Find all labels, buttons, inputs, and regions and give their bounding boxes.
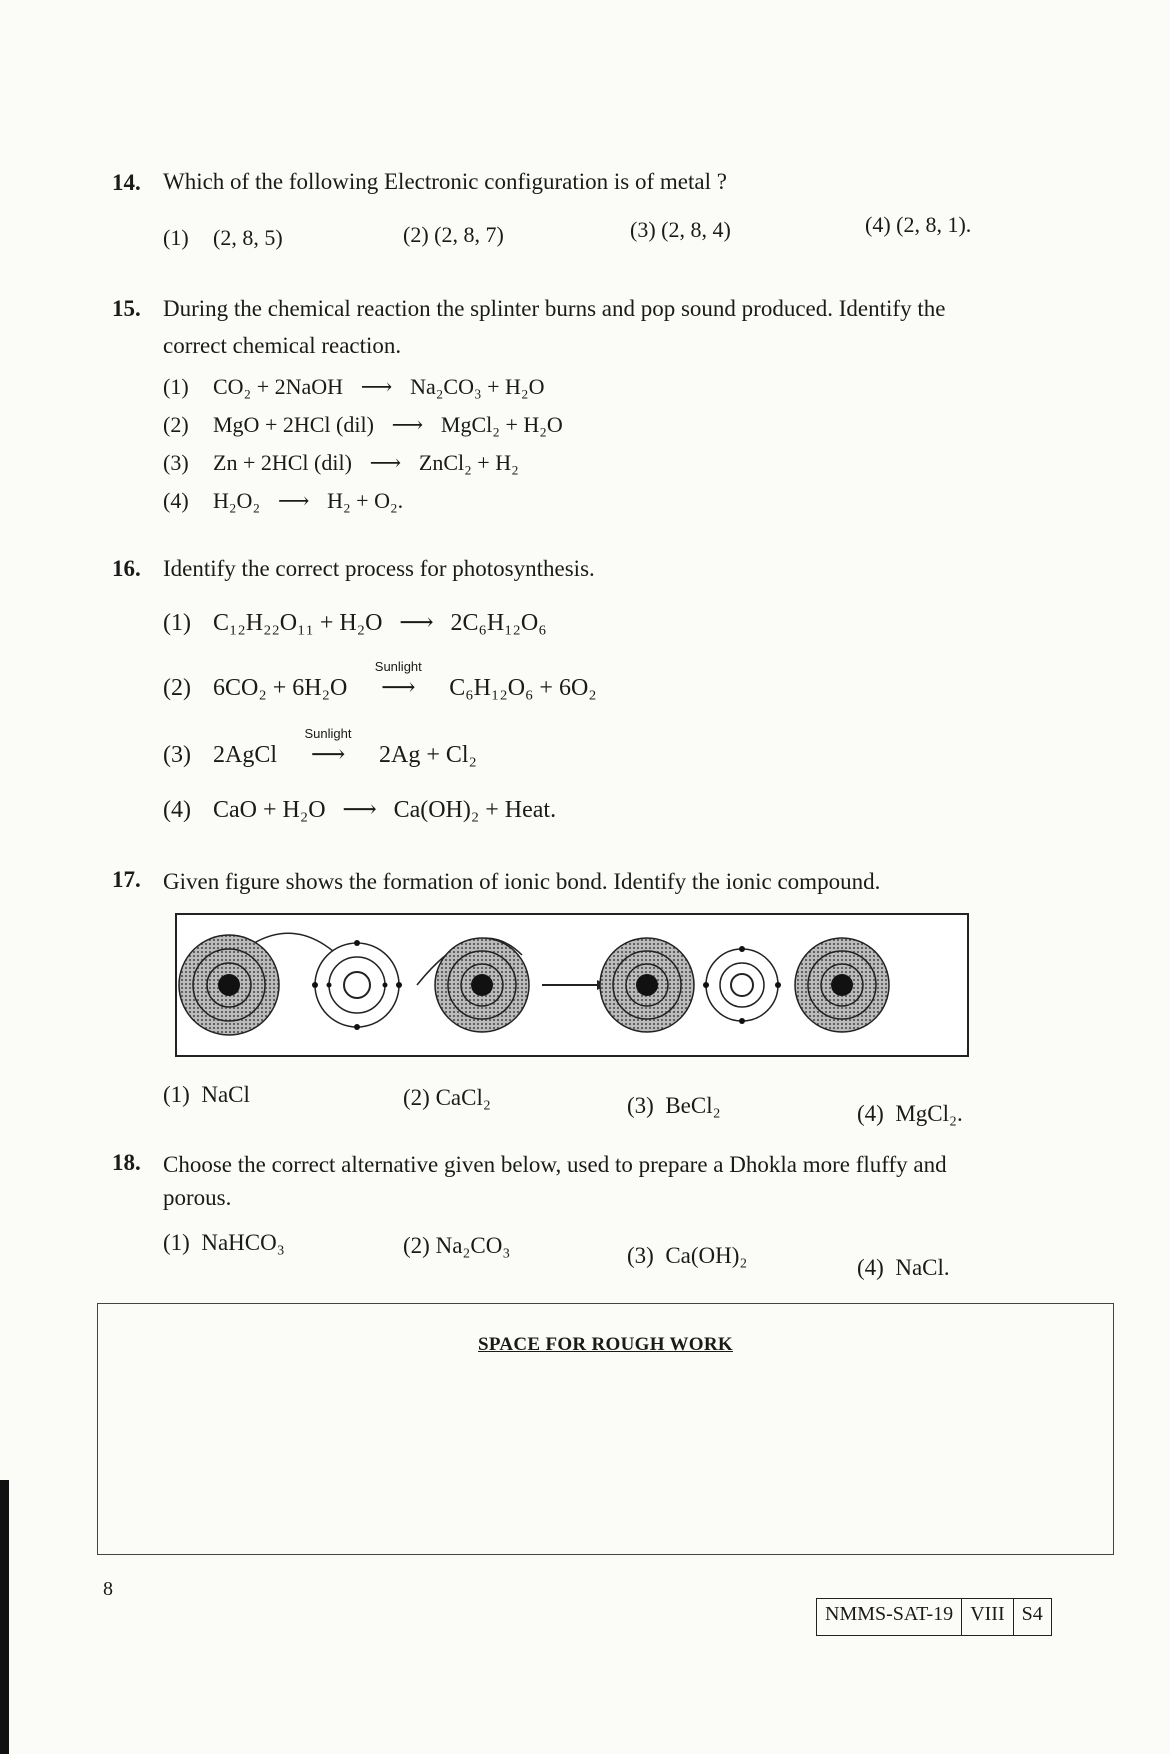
paper-code-exam: NMMS-SAT-19 <box>817 1599 962 1635</box>
option-text: NaHCO₃ <box>201 1230 285 1255</box>
question-14-number: 14. <box>112 170 141 195</box>
option-number: (4) <box>163 797 191 823</box>
question-18-text-line-2: porous. <box>163 1185 232 1210</box>
question-17-text: Given figure shows the formation of ionic bond. Identify the ionic compound. <box>163 869 881 894</box>
equation-lhs: CaO + H₂O <box>213 797 326 823</box>
metal-atom <box>312 940 402 1030</box>
option-number: (1) <box>163 225 189 250</box>
equation-rhs: 2C₆H₁₂O₆ <box>450 610 547 636</box>
q17-option-3[interactable] <box>627 1093 721 1119</box>
equation-lhs: 6CO₂ + 6H₂O <box>213 675 348 701</box>
equation-rhs: C₆H₁₂O₆ + 6O₂ <box>449 675 597 701</box>
page-number: 8 <box>103 1578 113 1600</box>
q14-option-2[interactable] <box>403 222 504 248</box>
q15-option-4[interactable] <box>163 488 403 514</box>
paper-code <box>816 1598 1052 1636</box>
equation-rhs: Na₂CO₃ + H₂O <box>410 374 545 399</box>
q15-option-1[interactable] <box>163 374 544 400</box>
option-number: (2) <box>403 1233 430 1258</box>
question-15-number: 15. <box>112 296 141 321</box>
reaction-arrow: ⟶ <box>360 374 393 399</box>
arrow-condition-label: Sunlight <box>304 726 352 741</box>
option-number: (1) <box>163 1082 190 1107</box>
reaction-arrow: ⟶ <box>277 488 310 513</box>
equation-lhs: CO₂ + 2NaOH <box>213 374 344 399</box>
option-number: (1) <box>163 610 191 636</box>
option-number: (3) <box>627 1243 654 1268</box>
paper-code-class: VIII <box>962 1599 1013 1635</box>
option-text: (2, 8, 7) <box>434 222 504 247</box>
q17-option-1[interactable] <box>163 1082 250 1108</box>
equation-rhs: 2Ag + Cl₂ <box>379 742 477 768</box>
question-14-text: Which of the following Electronic configuration is of metal ? <box>163 169 727 194</box>
reaction-arrow: ⟶ <box>342 797 377 823</box>
q18-option-3[interactable] <box>627 1243 747 1269</box>
rough-work-title: SPACE FOR ROUGH WORK <box>478 1334 733 1355</box>
question-18-number: 18. <box>112 1150 141 1175</box>
q15-option-3[interactable] <box>163 450 519 476</box>
rough-work-box <box>97 1303 1114 1555</box>
option-number: (3) <box>163 742 191 768</box>
option-number: (4) <box>857 1255 884 1280</box>
option-text: (2, 8, 1). <box>896 212 972 237</box>
option-number: (2) <box>403 1085 430 1110</box>
q16-option-2[interactable] <box>163 659 597 702</box>
q16-option-1[interactable] <box>163 608 547 637</box>
q16-option-4[interactable] <box>163 795 556 824</box>
question-16-text: Identify the correct process for photosynthesis. <box>163 556 595 581</box>
equation-lhs: H₂O₂ <box>213 488 261 513</box>
q17-option-4[interactable] <box>857 1101 963 1127</box>
option-text: (2, 8, 5) <box>213 225 283 250</box>
question-16-number: 16. <box>112 556 141 581</box>
reaction-arrow: Sunlight ⟶ <box>283 740 373 769</box>
q16-option-3[interactable] <box>163 726 477 769</box>
ionic-bond-figure <box>175 913 969 1057</box>
option-number: (3) <box>163 450 189 475</box>
q18-option-1[interactable] <box>163 1230 285 1256</box>
equation-lhs: Zn + 2HCl (dil) <box>213 450 352 475</box>
chloride-ion-right <box>795 938 889 1032</box>
option-number: (2) <box>163 412 189 437</box>
equation-rhs: H₂ + O₂. <box>327 488 404 513</box>
equation-rhs: MgCl₂ + H₂O <box>440 412 563 437</box>
q14-option-1[interactable] <box>163 225 283 251</box>
scan-edge-shadow <box>0 1480 9 1754</box>
reaction-arrow: Sunlight ⟶ <box>353 673 443 702</box>
option-text: MgCl₂. <box>895 1101 963 1126</box>
q18-option-4[interactable] <box>857 1255 950 1281</box>
chloride-ion-left <box>600 938 694 1032</box>
question-15-text-line-1: During the chemical reaction the splinter burns and pop sound produced. Identify the <box>163 296 946 321</box>
q17-option-2[interactable] <box>403 1085 491 1111</box>
arrow-condition-label: Sunlight <box>374 659 422 674</box>
option-text: NaCl <box>201 1082 250 1107</box>
option-text: (2, 8, 4) <box>661 217 731 242</box>
ionic-bond-diagram <box>177 915 967 1055</box>
option-number: (1) <box>163 374 189 399</box>
option-text: Na₂CO₃ <box>435 1233 511 1258</box>
option-text: BeCl₂ <box>665 1093 721 1118</box>
option-number: (3) <box>627 1093 654 1118</box>
equation-lhs: MgO + 2HCl (dil) <box>213 412 374 437</box>
question-15-text-line-2: correct chemical reaction. <box>163 333 402 358</box>
equation-lhs: 2AgCl <box>213 742 278 768</box>
chlorine-atom-right <box>435 938 529 1032</box>
metal-ion <box>703 946 781 1024</box>
q14-option-3[interactable] <box>630 217 731 243</box>
q18-option-2[interactable] <box>403 1233 510 1259</box>
option-number: (3) <box>630 217 656 242</box>
reaction-arrow: ⟶ <box>369 450 402 475</box>
option-number: (4) <box>857 1101 884 1126</box>
question-17-number: 17. <box>112 867 141 892</box>
option-number: (2) <box>163 675 191 701</box>
chlorine-atom-left <box>179 935 279 1035</box>
option-text: Ca(OH)₂ <box>665 1243 748 1268</box>
reaction-arrow: ⟶ <box>399 610 434 636</box>
reaction-arrow: ⟶ <box>391 412 424 437</box>
option-text: CaCl₂ <box>435 1085 491 1110</box>
equation-rhs: ZnCl₂ + H₂ <box>418 450 519 475</box>
equation-rhs: Ca(OH)₂ + Heat. <box>393 797 557 823</box>
paper-code-set: S4 <box>1021 1603 1043 1625</box>
option-number: (4) <box>865 212 891 237</box>
q14-option-4[interactable] <box>865 212 971 238</box>
question-18-text-line-1: Choose the correct alternative given below, used to prepare a Dhokla more fluffy and <box>163 1152 947 1177</box>
q15-option-2[interactable] <box>163 412 563 438</box>
option-number: (4) <box>163 488 189 513</box>
equation-lhs: C₁₂H₂₂O₁₁ + H₂O <box>213 610 383 636</box>
option-number: (2) <box>403 222 429 247</box>
option-number: (1) <box>163 1230 190 1255</box>
option-text: NaCl. <box>895 1255 950 1280</box>
